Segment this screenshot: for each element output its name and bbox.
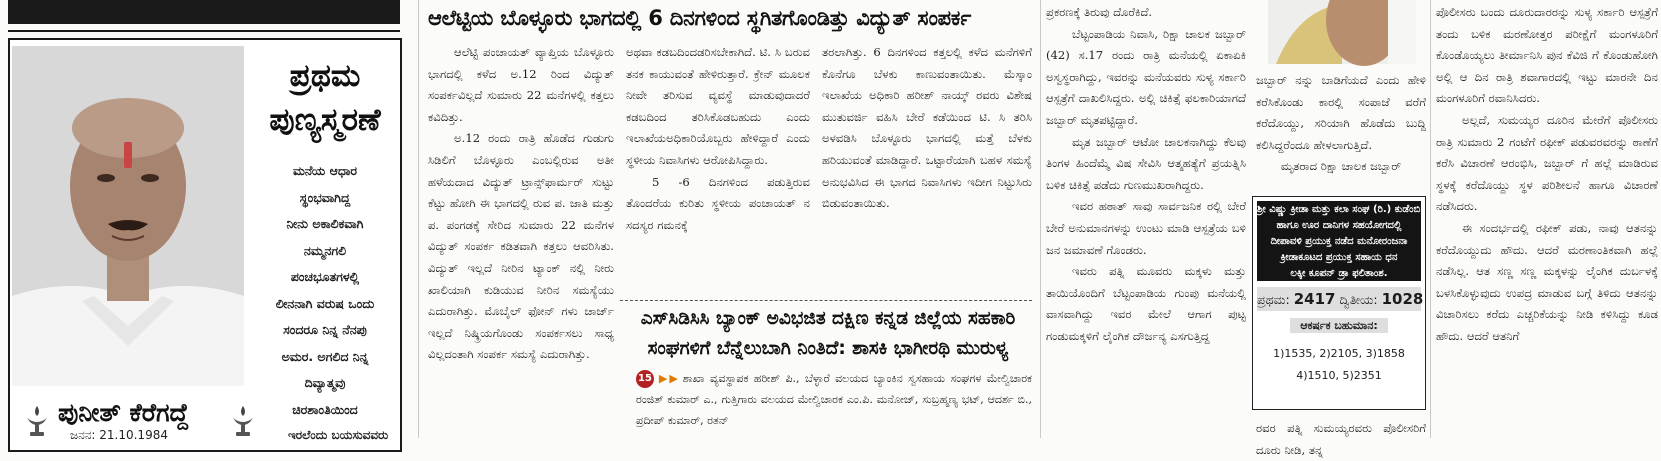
- paragraph: ಮೃತ ಜಬ್ಬಾರ್ ಆಟೋ ಚಾಲಕನಾಗಿದ್ದು ಕೆಲವು ತಿಂಗಳ ಹಿಂದೆಮ್ಮೆ ವಿಷ ಸೇವಿಸಿ ಆತ್ಮಹತ್ಯೆಗೆ ಪ್ರಯತ್ನಿಸಿ ಬಳಿಕ ಚಿಕಿತ್ಸೆ ಪಡೆದು ಗುಣಮುಖರಾಗಿದ್ದರು.: [1046, 134, 1246, 192]
- first-prize-number: 2417: [1293, 290, 1336, 308]
- portrait-figure-icon: [1268, 0, 1416, 64]
- side-story-column-1: [1046, 2, 1246, 438]
- birth-date: ಜನನ: 21.10.1984: [70, 428, 168, 442]
- column-divider: [1430, 0, 1431, 438]
- paragraph: ರವರ ಪತ್ನಿ ಸುಮಯ್ಯರವರು ಪೊಲೀಸರಿಗೆ ದೂರು ನೀಡಿ, ತನ್ನ: [1256, 421, 1426, 457]
- prize-list-line: 4)1510, 5)2351: [1296, 369, 1382, 382]
- side-story-column-3: [1256, 418, 1426, 457]
- notice-header-line: ಶ್ರೀ ವಿಷ್ಣು ಕ್ರೀಡಾ ಮತ್ತು ಕಲಾ ಸಂಘ (ರಿ.) ಕುಡೆಂಬಿ,: [1257, 204, 1425, 215]
- photo-caption: ಮೃತರಾದ ರಿಕ್ಷಾ ಚಾಲಕ ಜಬ್ಬಾರ್: [1280, 159, 1402, 174]
- page-number-badge: 15: [636, 370, 654, 388]
- side-story-column-2: [1256, 70, 1426, 186]
- draw-result: [1257, 287, 1424, 311]
- oil-lamp-icon: [24, 404, 50, 438]
- article-column-1: [428, 42, 614, 438]
- obituary-message: [248, 158, 402, 423]
- paragraph: ಶಾಖಾ ವ್ಯವಸ್ಥಾಪಕ ಹರೀಶ್ ಪಿ., ಬೆಳ್ಳಾರೆ ವಲಯದ ಬ್ಯಾಂಕಿನ ಸ್ವಸಹಾಯ ಸಂಘಗಳ ಮೇಲ್ವಿಚಾರಕ ರಂಜಿತ್ ಕುಮಾರ್ ಎ., ಗುತ್ತಿಗಾರು ವಲಯದ ಮೇಲ್ವಿಚಾರಕ ಎಂ.ಪಿ. ಮನೋಜ್, ಸುಬ್ರಹ್ಮಣ್ಯ ಭಟ್, ಆದರ್ಶ ಬಿ., ಪ್ರದೀಪ್ ಕುಮಾರ್, ರತನ್: [636, 372, 1033, 427]
- message-line: ನೀನು ಅಕಾಲಿಕವಾಗಿ: [286, 216, 364, 231]
- paragraph: ಅಲ್ಲದೆ, ಸುಮಯ್ಯರ ದೂರಿನ ಮೇರೆಗೆ ಪೊಲೀಸರು ರಾತ್ರಿ ಸುಮಾರು 2 ಗಂಟೆಗೆ ರಫೀಕ್ ಪಡುವರವರನ್ನು ಠಾಣೆಗೆ ಕರೆಸಿ ವಿಚಾರಣೆ ಆರಂಭಿಸಿ, ಜಬ್ಬಾರ್ ಗೆ ಹಲ್ಲೆ ಮಾಡಿರುವ ಸ್ಥಳಕ್ಕೆ ಕರೆದೊಯ್ದು ಸ್ಥಳ ಪರಿಶೀಲನೆ ಹಾಗೂ ವಿಚಾರಣೆ ನಡೆಸಿದರು.: [1436, 112, 1658, 214]
- obituary-ad: [0, 0, 410, 442]
- message-line: ಸ್ಥಂಭವಾಗಿದ್ದ: [299, 189, 351, 205]
- paragraph: ತರಲಾಗಿತ್ತು. 6 ದಿನಗಳಿಂದ ಕತ್ತಲಲ್ಲಿ ಕಳೆದ ಮನೆಗಳಿಗೆ ಕೊನೆಗೂ ಬೆಳಕು ಕಾಣುವಂತಾಯಿತು. ಮೆಸ್ಕಾಂ ಇಲಾಖೆಯ ಅಧಿಕಾರಿ ಹರೀಶ್ ನಾಯ್ಕ್ ರವರು ವಿಶೇಷ ಮುತುವರ್ಜಿ ವಹಿಸಿ ಬೇರೆ ಕಡೆಯಿಂದ ಟಿ. ಸಿ ತರಿಸಿ ಅಳವಡಿಸಿ ಬೊಳ್ಳೂರು ಭಾಗದಲ್ಲಿ ಮತ್ತೆ ಬೆಳಕು ಹರಿಯುವಂತೆ ಮಾಡಿದ್ದಾರೆ. ಒಟ್ಟಾರೆಯಾಗಿ ಬಹಳ ಸಮಸ್ಯೆ ಅನುಭವಿಸಿದ ಈ ಭಾಗದ ನಿವಾಸಿಗಳು ಇದೀಗ ನಿಟ್ಟುಸಿರು ಬಿಡುವಂತಾಯಿತು.: [822, 45, 1032, 211]
- headline-line-2: ಸಂಘಗಳಿಗೆ ಬೆನ್ನೆಲುಬಾಗಿ ನಿಂತಿದೆ: ಶಾಸಕಿ ಭಾಗೀರಥಿ ಮುರುಳ್ಯ: [647, 338, 1009, 359]
- portrait-photo: [12, 46, 244, 386]
- far-right-column: [1436, 2, 1658, 438]
- message-line: ದಿವ್ಯಾತ್ಮವು: [304, 375, 346, 390]
- paragraph: 5 -6 ದಿನಗಳಿಂದ ಪಡುತ್ತಿರುವ ತೊಂದರೆಯ ಕುರಿತು ಸ್ಥಳೀಯ ಪಂಚಾಯತ್ ನ ಸದಸ್ಯರ ಗಮನಕ್ಕೆ: [626, 174, 810, 232]
- second-article-headline: [628, 304, 1028, 364]
- prize-list-line: 1)1535, 2)2105, 3)1858: [1273, 347, 1405, 360]
- consolation-label: ಆಕರ್ಷಕ ಬಹುಮಾನ:: [1290, 318, 1388, 333]
- notice-header-line: ಕ್ರೀಡಾಕೂಟದ ಪ್ರಯುಕ್ತ ಸಹಾಯ ಧನ: [1280, 252, 1398, 263]
- notice-header-line: ಲಕ್ಕೀ ಕೂಪನ್ ಡ್ರಾ ಫಲಿತಾಂಶ.: [1290, 268, 1388, 279]
- paragraph: ಅ.12 ರಂದು ರಾತ್ರಿ ಹೊಡೆದ ಗುಡುಗು ಸಿಡಿಲಿಗೆ ಬೊಳ್ಳೂರು ಎಂಬಲ್ಲಿರುವ ಅತೀ ಹಳೆಯದಾದ ವಿದ್ಯುತ್ ಟ್ರಾನ್ಸ್‌ಫಾರ್ಮರ್ ಸುಟ್ಟು ಕೆಟ್ಟು ಹೋಗಿ ಈ ಭಾಗದಲ್ಲಿ ರುವ ಪ. ಜಾತಿ ಮತ್ತು ಪ. ಪಂಗಡಕ್ಕೆ ಸೇರಿದ ಸುಮಾರು 22 ಮನೆಗಳ ವಿದ್ಯುತ್ ಸಂಪರ್ಕ ಕಡಿತವಾಗಿ ಕತ್ತಲು ಆವರಿಸಿತು. ವಿದ್ಯುತ್ ಇಲ್ಲದೆ ನೀರಿನ ಟ್ಯಾಂಕ್ ನಲ್ಲಿ ನೀರು ಖಾಲಿಯಾಗಿ ಕುಡಿಯುವ ನೀರಿನ ಸಮಸ್ಯೆಯು ಎದುರಾಗಿತ್ತು. ಮೊಬೈಲ್ ಫೋನ್ ಗಳು ಚಾರ್ಜ್ ಇಲ್ಲದೆ ನಿಷ್ಕ್ರಿಯಗೊಂಡು ಸಂಪರ್ಕಸಲು ಸಾಧ್ಯ ವಿಲ್ಲದಂತಾಗಿ ಸಂಪರ್ಕ ಸಮಸ್ಯೆ ಎದುರಾಗಿತ್ತು.: [428, 131, 614, 362]
- second-prize-label: ದ್ವಿತೀಯ:: [1339, 292, 1378, 307]
- obituary-trailer: ಇರಲೆಂದು ಬಯಸುವವರು: [288, 428, 389, 442]
- message-line: ಅಮರ. ಅಗಲಿದ ನಿನ್ನ: [281, 348, 369, 364]
- headline-line-1: ಎಸ್‌ಸಿಡಿಸಿಸಿ ಬ್ಯಾಂಕ್ ಅವಿಭಜಿತ ದಕ್ಷಿಣ ಕನ್ನಡ ಜಿಲ್ಲೆಯ ಸಹಕಾರಿ: [640, 308, 1016, 329]
- message-line: ಲೀನನಾಗಿ ವರುಷ ಒಂದು: [275, 295, 375, 311]
- message-line: ಮನೆಯ ಆಧಾರ: [292, 163, 358, 178]
- consolation-heading: [1257, 319, 1421, 333]
- lucky-draw-notice: [1252, 196, 1426, 410]
- column-divider: [1040, 0, 1041, 438]
- article-separator: [620, 300, 1032, 301]
- obituary-heading: [250, 54, 400, 142]
- notice-header: [1257, 201, 1425, 281]
- deceased-name: ಪುನೀತ್ ಕೆರೆಗದ್ದೆ: [58, 398, 189, 427]
- article-column-2: [626, 42, 810, 292]
- second-article-body: [636, 368, 1032, 438]
- paragraph: ಪ್ರಕರಣಕ್ಕೆ ತಿರುವು ದೊರೆಕಿದೆ.: [1046, 5, 1153, 19]
- paragraph: ಇವರ ಹಠಾತ್ ಸಾವು ಸಾರ್ವಜನಿಕ ರಲ್ಲಿ ಬೇರೆ ಬೇರೆ ಅನುಮಾನಗಳನ್ನು ಉಂಟು ಮಾಡಿ ಆಸ್ಪತ್ರೆಯ ಬಳಿ ಜನ ಜಮಾವಣೆ ಗೊಂಡರು.: [1046, 199, 1246, 257]
- column-divider: [418, 0, 419, 438]
- message-line: ನಮ್ಮನಗಲಿ: [303, 242, 347, 258]
- message-line: ಸಂದರೂ ನಿನ್ನ ನೆನಪು: [283, 322, 367, 337]
- victim-photo: [1268, 0, 1416, 64]
- paragraph: ಆಲೆಟ್ಟಿ ಪಂಚಾಯತ್ ವ್ಯಾಪ್ತಿಯ ಬೊಳ್ಳೂರು ಭಾಗದಲ್ಲಿ ಕಳೆದ ಅ.12 ರಿಂದ ವಿದ್ಯುತ್ ಸಂಪರ್ಕವಿಲ್ಲದೆ ಸುಮಾರು 22 ಮನೆಗಳಲ್ಲಿ ಕತ್ತಲು ಕವಿದಿತ್ತು.: [428, 45, 614, 124]
- article-column-3: [822, 42, 1032, 292]
- message-line: ಪಂಚಭೂತಗಳಲ್ಲಿ: [290, 269, 360, 284]
- paragraph: ಈ ಸಂದರ್ಭದಲ್ಲಿ ರಫೀಕ್ ಪಡು, ನಾವು ಆತನನ್ನು ಕರೆದೊಯ್ದುದು ಹೌದು. ಆದರೆ ಮರಣಾಂತಿಕವಾಗಿ ಹಲ್ಲೆ ನಡೆಸಿಲ್ಲ. ಆತ ಸಣ್ಣ ಸಣ್ಣ ಮಕ್ಕಳನ್ನು ಲೈಂಗಿಕ ದುರ್ಬಳಕ್ಕೆ ಬಳಸಿಕೊಳ್ಳುವುದು ಉಪದ್ರ ಮಾಡುವ ಬಗ್ಗೆ ತಿಳಿದು ಆತನನ್ನು ವಿಚಾರಿಸಲು ಕರೆದು ಎಚ್ಚರಿಕೆಯನ್ನು ನೀಡಿ ಕಳಿಸಿದ್ದು ಕೂಡ ಹೌದು. ಆದರೆ ಆತನಿಗೆ: [1436, 220, 1658, 343]
- ad-top-bar: [8, 0, 400, 24]
- continued-arrow-icon: ▶▶: [657, 372, 680, 385]
- article-headline: ಆಲೆಟ್ಟಿಯ ಬೊಳ್ಳೂರು ಭಾಗದಲ್ಲಿ 6 ದಿನಗಳಿಂದ ಸ್ಥಗಿತಗೊಂಡಿತ್ತು ವಿದ್ಯುತ್ ಸಂಪರ್ಕ: [428, 6, 972, 30]
- heading-line-2: ಪುಣ್ಯಸ್ಮರಣೆ: [269, 102, 381, 138]
- consolation-prizes: [1257, 343, 1421, 387]
- paragraph: ಪೊಲೀಸರು ಬಂದು ದೂರುದಾರರನ್ನು ಸುಳ್ಯ ಸರ್ಕಾರಿ ಆಸ್ಪತ್ರೆಗೆ ತಂದು ಬಳಿಕ ಮರಣೋತ್ತರ ಪರೀಕ್ಷೆಗೆ ಮಂಗಳೂರಿಗೆ ಕೊಂಡೊಯ್ಯಲು ತೀರ್ಮಾನಿಸಿ ಪುನ ಕೆವಿಜಿ ಗೆ ಕೊಂಡುಹೋಗಿ ಅಲ್ಲಿ ಆ ದಿನ ರಾತ್ರಿ ಶವಾಗಾರದಲ್ಲಿ ಇಟ್ಟು ಮಾರನೇ ದಿನ ಮಂಗಳೂರಿಗೆ ರವಾನಿಸಿದರು.: [1436, 5, 1658, 106]
- paragraph: ಅಥವಾ ಕಡಬದಿಂದಡರಿಸಬೇಕಾಗಿದೆ. ಟಿ. ಸಿ ಬರುವ ತನಕ ಕಾಯುವಂತೆ ಹೇಳಿರುತ್ತಾರೆ. ಕ್ರೇನ್ ಮೂಲಕ ನೀವೇ ತರಿಸುವ ವ್ಯವಸ್ಥೆ ಮಾಡುವುದಾದರೆ ಕಡಬದಿಂದ ತರಿಸಿಕೊಡಬಹುದು ಎಂದು ಇಲಾಖೆಯಅಧಿಕಾರಿಯೊಬ್ಬರು ಹೇಳಿದ್ದಾರೆ ಎಂದು ಸ್ಥಳೀಯ ನಿವಾಸಿಗಳು ಆರೋಪಿಸಿದ್ದಾರು.: [626, 45, 810, 167]
- heading-line-1: ಪ್ರಥಮ: [289, 58, 361, 94]
- portrait-figure-icon: [12, 46, 244, 386]
- ad-top-rule: [8, 30, 400, 32]
- notice-header-line: ದೀಪಾವಳಿ ಪ್ರಯುಕ್ತ ನಡೆದ ಮನೋರಂಜನಾ: [1270, 236, 1408, 247]
- message-line: ಚಿರಶಾಂತಿಯಿಂದ: [292, 401, 358, 417]
- first-prize-label: ಪ್ರಥಮ:: [1257, 292, 1290, 307]
- paragraph: ಇವರು ಪತ್ನಿ ಮೂವರು ಮಕ್ಕಳು ಮತ್ತು ತಾಯಿಯೊಂದಿಗೆ ಬೆಟ್ಟಂಪಾಡಿಯ ಗುಂಪು ಮನೆಯಲ್ಲಿ ವಾಸವಾಗಿದ್ದು ಇವರ ಮೇಲೆ ಆಗಾಗ ಪುಟ್ಟ ಗಂಡುಮಕ್ಕಳಿಗೆ ಲೈಂಗಿಕ ದೌರ್ಜನ್ಯ ಎಸಗುತ್ತಿದ್ದ: [1046, 264, 1246, 343]
- notice-header-line: ಹಾಗೂ ಊರ ದಾನಿಗಳ ಸಹಯೋಗದಲ್ಲಿ: [1276, 220, 1402, 231]
- second-prize-number: 1028: [1381, 290, 1424, 308]
- paragraph: ಬೆಟ್ಟಂಪಾಡಿಯ ನಿವಾಸಿ, ರಿಕ್ಷಾ ಚಾಲಕ ಜಬ್ಬಾರ್ (42) ಸ.17 ರಂದು ರಾತ್ರಿ ಮನೆಯಲ್ಲಿ ಏಕಾಏಕಿ ಅಸ್ವಸ್ಥರಾಗಿದ್ದು, ಇವರನ್ನು ಮನೆಯವರು ಸುಳ್ಯ ಸರ್ಕಾರಿ ಆಸ್ಪತ್ರೆಗೆ ದಾಖಲಿಸಿದ್ದರು. ಅಲ್ಲಿ ಚಿಕಿತ್ಸೆ ಫಲಕಾರಿಯಾಗದೆ ಜಬ್ಬಾರ್ ಮೃತಪಟ್ಟಿದ್ದಾರೆ.: [1046, 26, 1246, 127]
- paragraph: ಜಬ್ಬಾರ್ ನನ್ನು ಬಾಡಿಗೆಯದೆ ಎಂದು ಹೇಳಿ ಕರೆಸಿಕೊಂಡು ಕಾರಲ್ಲಿ ಸಂಪಾಜೆ ವರೆಗೆ ಕರೆದೊಯ್ದು, ಸರಿಯಾಗಿ ಹೊಡೆದು ಬುದ್ದಿ ಕಲಿಸಿದ್ದರೆಂದೂ ಹೇಳಲಾಗುತ್ತಿದೆ.: [1256, 73, 1426, 152]
